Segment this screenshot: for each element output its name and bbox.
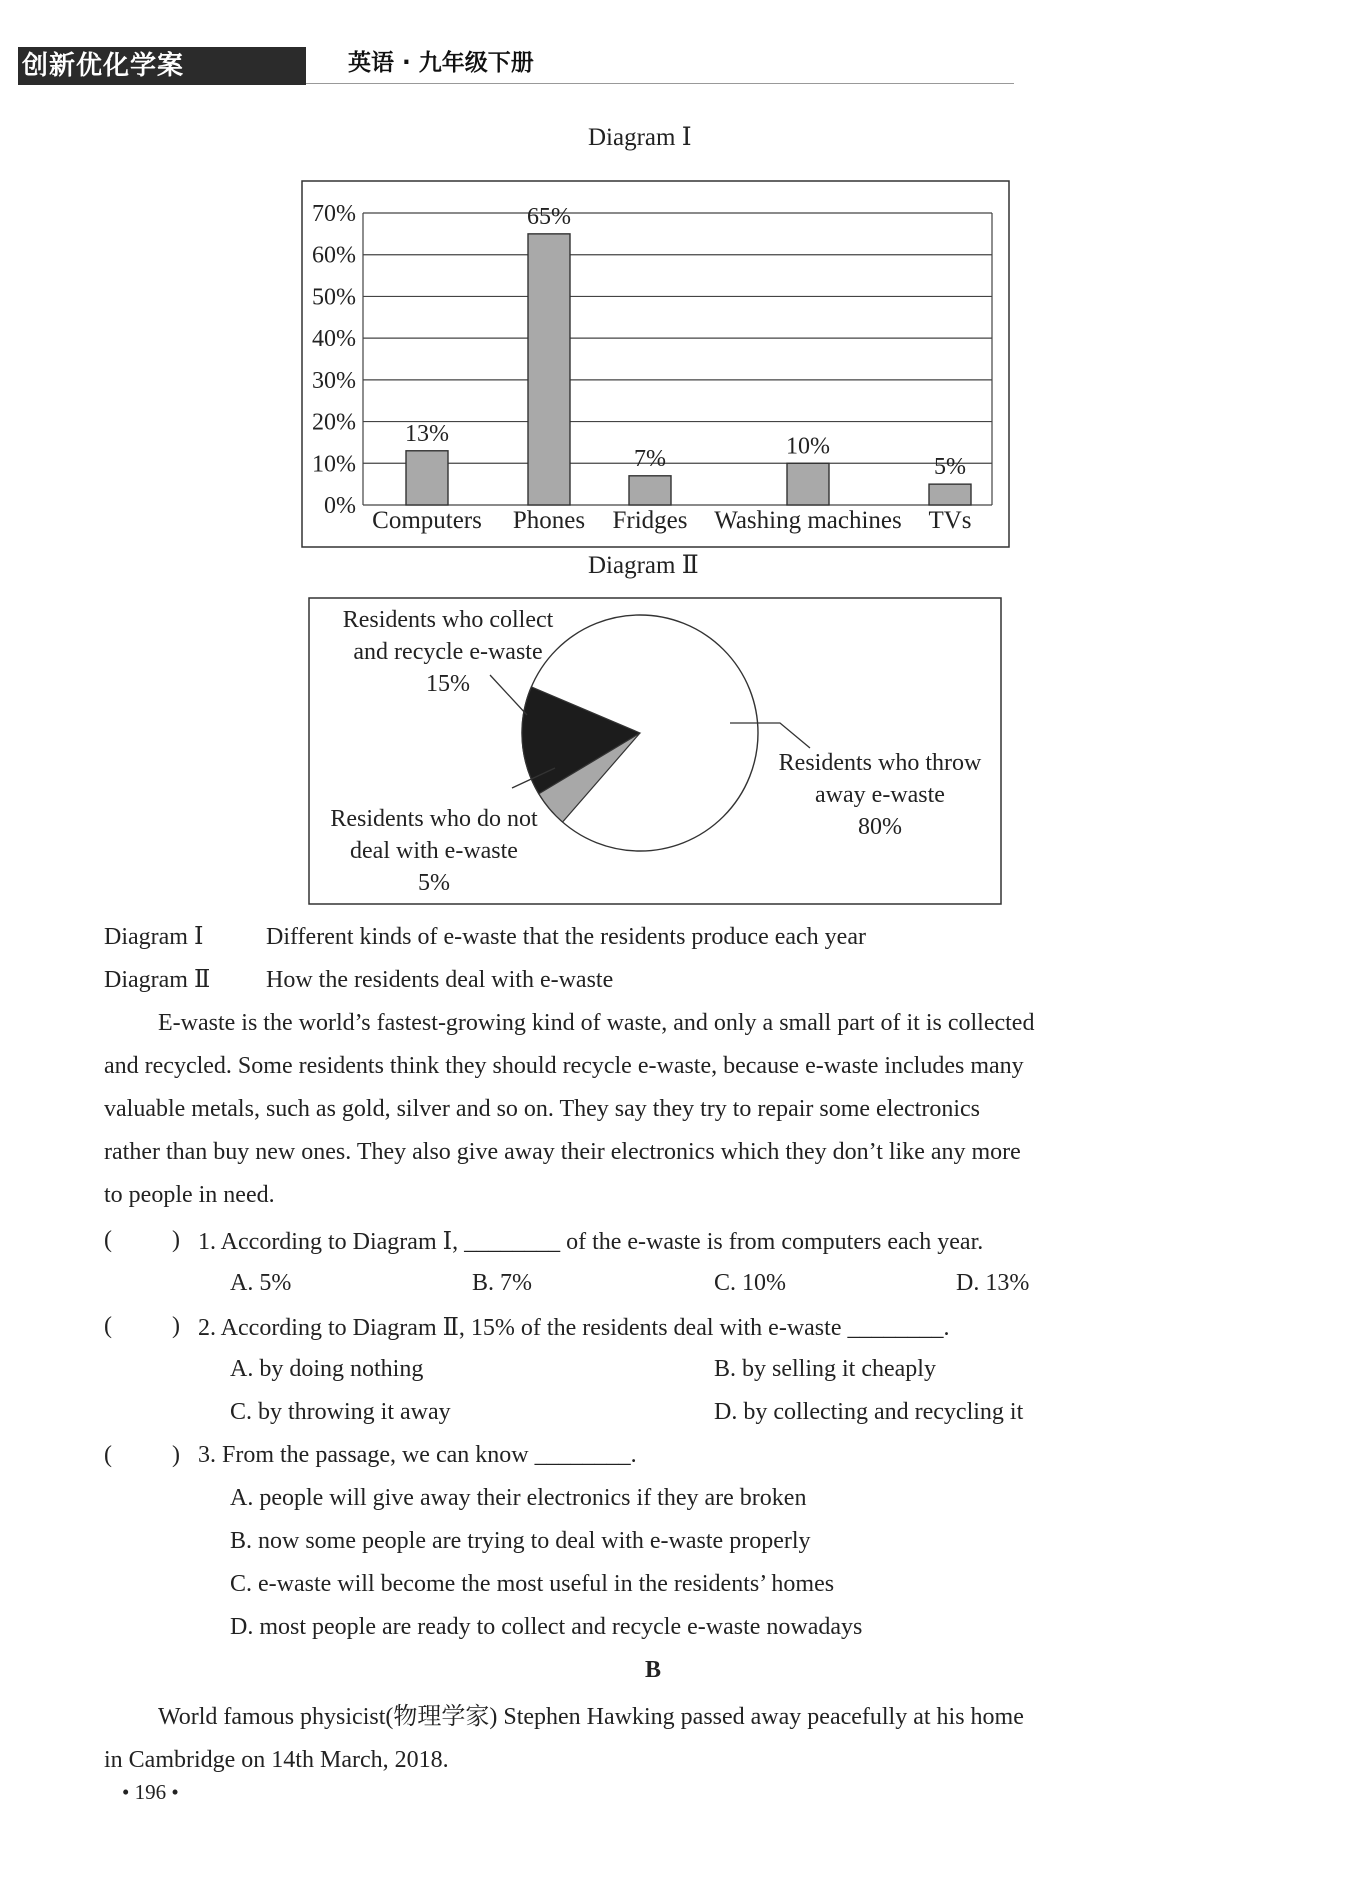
collect-label-line2: and recycle e-waste <box>353 639 543 665</box>
passage-line: valuable metals, such as gold, silver and so on. They say they try to repair some electronics <box>104 1096 980 1122</box>
q1-option-d[interactable]: D. 13% <box>956 1270 1030 1296</box>
q1-option-a[interactable]: A. 5% <box>230 1270 292 1296</box>
caption-d2-label: Diagram Ⅱ <box>104 967 211 993</box>
diagram2-title: Diagram Ⅱ <box>588 552 699 579</box>
y-tick-label: 50% <box>312 284 356 311</box>
q3-option-d[interactable]: D. most people are ready to collect and recycle e-waste nowadays <box>230 1614 863 1640</box>
throw-label-line1: Residents who throw <box>778 750 982 776</box>
caption-d1-label: Diagram Ⅰ <box>104 924 204 950</box>
y-tick-label: 10% <box>312 451 356 478</box>
bar-value-label: 13% <box>405 420 449 447</box>
x-category-label: Washing machines <box>714 507 902 534</box>
nodeal-label-line1: Residents who do not <box>330 806 538 832</box>
y-tick-label: 60% <box>312 242 356 269</box>
collect-label-line1: Residents who collect <box>342 607 554 633</box>
bar-value-label: 65% <box>527 203 571 230</box>
x-category-label: TVs <box>928 507 972 534</box>
q1-stem: 1. According to Diagram Ⅰ, ________ of the e-waste is from computers each year. <box>198 1229 984 1255</box>
q3-option-a[interactable]: A. people will give away their electronics if they are broken <box>230 1485 807 1511</box>
collect-leader-line <box>490 675 527 715</box>
q2-option-d[interactable]: D. by collecting and recycling it <box>714 1399 1024 1425</box>
q2-option-a[interactable]: A. by doing nothing <box>230 1356 424 1382</box>
bar-value-label: 5% <box>934 454 966 481</box>
nodeal-label-line2: deal with e-waste <box>350 838 518 864</box>
caption-d1-text: Different kinds of e-waste that the residents produce each year <box>266 924 866 950</box>
y-tick-label: 40% <box>312 326 356 353</box>
x-category-label: Phones <box>512 507 586 534</box>
x-category-label: Computers <box>372 507 482 534</box>
q2-paren-close: ) <box>172 1313 180 1339</box>
q1-option-b[interactable]: B. 7% <box>472 1270 532 1296</box>
y-tick-label: 30% <box>312 367 356 394</box>
q3-option-c[interactable]: C. e-waste will become the most useful in the residents’ homes <box>230 1571 835 1597</box>
throw-label-line2: away e-waste <box>815 782 945 808</box>
throw-label-pct: 80% <box>858 814 902 840</box>
q3-paren-open: ( <box>104 1442 112 1468</box>
diagram1-title: Diagram Ⅰ <box>588 124 692 151</box>
collect-label-pct: 15% <box>426 671 470 697</box>
section-b-title: B <box>645 1657 662 1683</box>
q2-option-b[interactable]: B. by selling it cheaply <box>714 1356 936 1382</box>
q2-stem: 2. According to Diagram Ⅱ, 15% of the residents deal with e-waste ________. <box>198 1315 950 1341</box>
x-category-label: Fridges <box>612 507 688 534</box>
passage-line: to people in need. <box>104 1182 275 1208</box>
bar-value-label: 10% <box>786 433 830 460</box>
q3-stem: 3. From the passage, we can know ________. <box>198 1442 637 1468</box>
passage-line: and recycled. Some residents think they should recycle e-waste, because e-waste includes many <box>104 1053 1024 1079</box>
y-tick-label: 70% <box>312 201 356 227</box>
bar-value-label: 7% <box>634 445 666 472</box>
y-tick-label: 20% <box>312 409 356 436</box>
header-subject: 英语 · 九年级下册 <box>348 50 534 76</box>
q1-paren-open: ( <box>104 1227 112 1253</box>
section-b-line: World famous physicist(物理学家) Stephen Hawking passed away peacefully at his home <box>158 1704 1024 1730</box>
nodeal-label-pct: 5% <box>418 870 450 896</box>
q3-paren-close: ) <box>172 1442 180 1468</box>
section-b-line: in Cambridge on 14th March, 2018. <box>104 1747 449 1773</box>
q1-option-c[interactable]: C. 10% <box>714 1270 786 1296</box>
y-tick-label: 0% <box>324 493 356 519</box>
caption-d2-text: How the residents deal with e-waste <box>266 967 614 993</box>
q3-option-b[interactable]: B. now some people are trying to deal with e-waste properly <box>230 1528 811 1554</box>
q1-paren-close: ) <box>172 1227 180 1253</box>
passage-line: E-waste is the world’s fastest-growing kind of waste, and only a small part of it is collected <box>158 1010 1035 1036</box>
q2-paren-open: ( <box>104 1313 112 1339</box>
passage-line: rather than buy new ones. They also give away their electronics which they don’t like any more <box>104 1139 1021 1165</box>
page-number: • 196 • <box>122 1780 179 1804</box>
header-brand: 创新优化学案 <box>22 51 185 81</box>
q2-option-c[interactable]: C. by throwing it away <box>230 1399 451 1425</box>
